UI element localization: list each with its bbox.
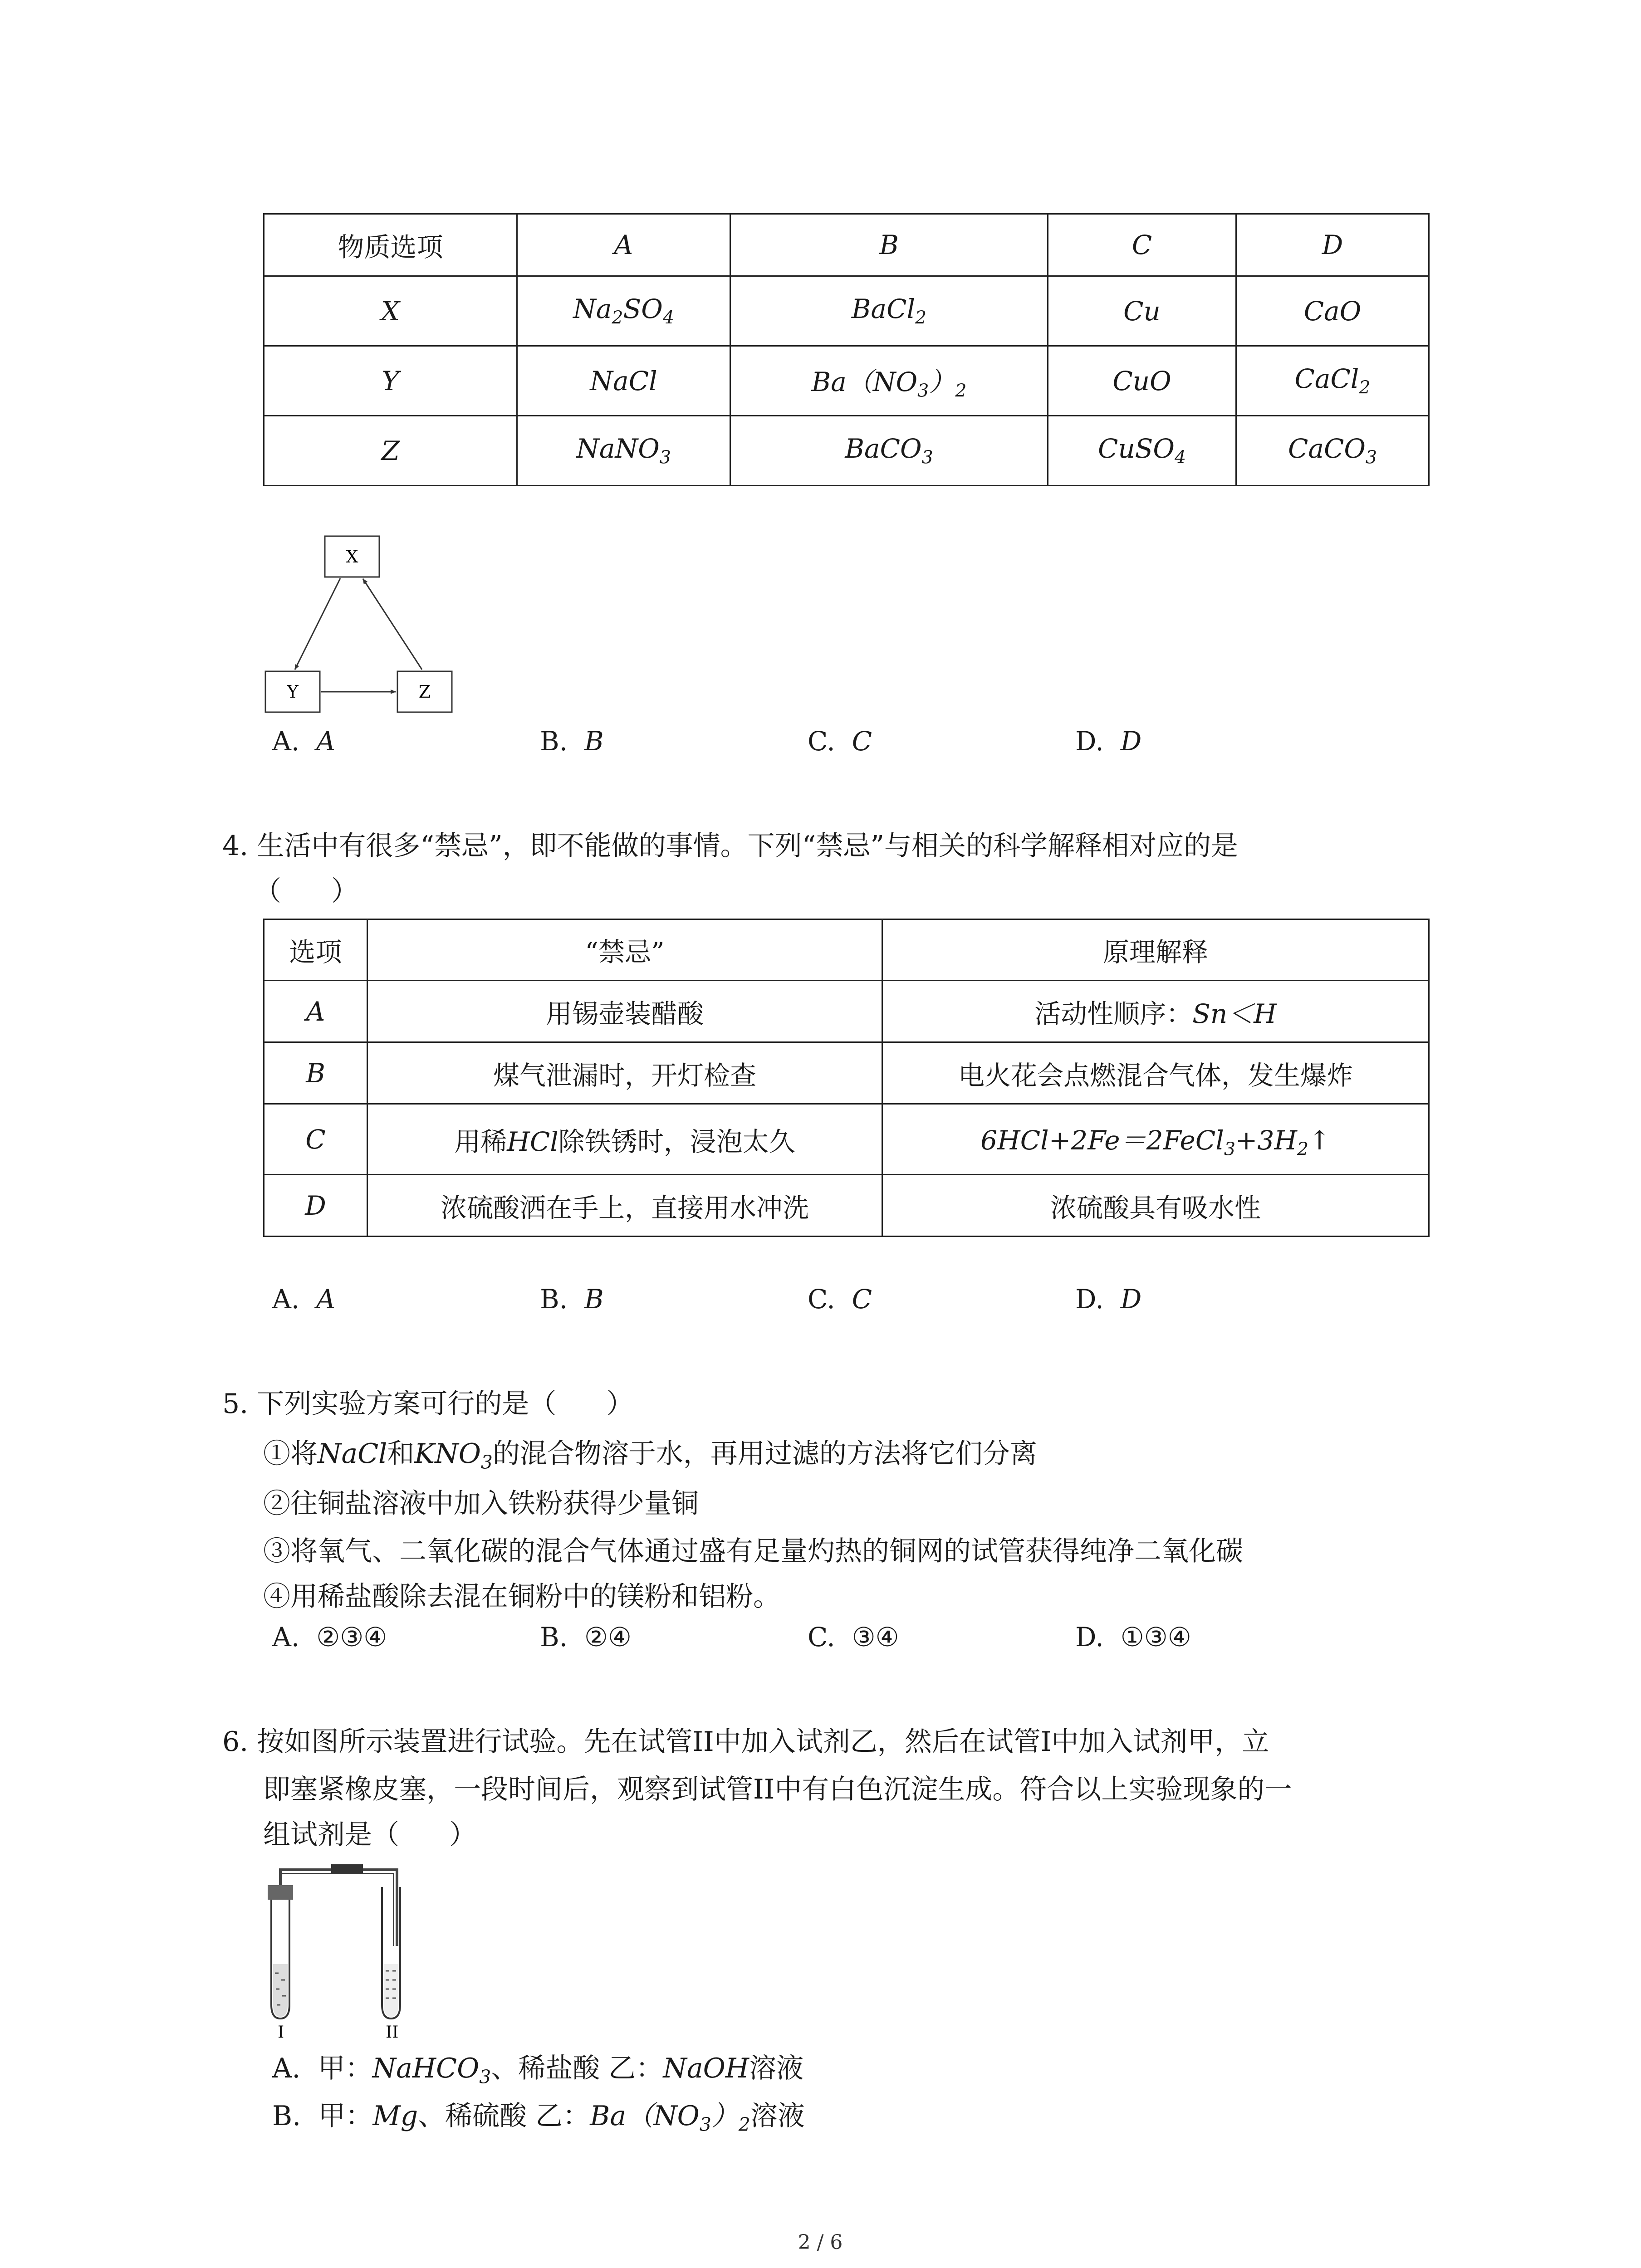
tube-label-1: I bbox=[278, 2023, 284, 2041]
q3-option-d[interactable]: D. D bbox=[1075, 726, 1142, 757]
table-row bbox=[264, 1175, 1429, 1237]
q4-taboo-cell: 煤气泄漏时，开灯检查 bbox=[367, 1042, 882, 1104]
rubber-stopper-1 bbox=[268, 1885, 293, 1900]
q4-row-label: C bbox=[264, 1104, 367, 1175]
q5-option-b[interactable]: B. ②④ bbox=[540, 1622, 632, 1652]
q3-cell: CuO bbox=[1048, 346, 1236, 416]
q4-table-header bbox=[264, 919, 1429, 981]
q4-reason-cell: 活动性顺序：Sn＜H bbox=[882, 981, 1429, 1042]
q6-stem-line-2: 即塞紧橡皮塞，一段时间后，观察到试管II中有白色沉淀生成。符合以上实验现象的一 bbox=[263, 1774, 1292, 1805]
arrow-x-to-y bbox=[295, 578, 340, 670]
q5-option-c[interactable]: C. ③④ bbox=[808, 1622, 899, 1652]
connecting-tube bbox=[280, 1870, 397, 1946]
tube-label-2: II bbox=[386, 2023, 399, 2041]
table-row bbox=[264, 416, 1429, 486]
q3-header-label: 物质选项 bbox=[264, 214, 517, 276]
q5-item-1: ①将NaCl和$KNO_3$的混合物溶于水，再用过滤的方法将它们分离 bbox=[263, 1438, 1037, 1474]
q3-cell: NaCl bbox=[517, 346, 730, 416]
q3-cell: $Na_2SO_4$ bbox=[517, 276, 730, 346]
q3-header-d: D bbox=[1236, 214, 1429, 276]
q6-stem-line-3: 组试剂是（ ） bbox=[263, 1819, 476, 1851]
page-number: 2 / 6 bbox=[798, 2231, 843, 2254]
node-y-label: Y bbox=[287, 682, 299, 702]
q5-item-4: ④用稀盐酸除去混在铜粉中的镁粉和铝粉。 bbox=[263, 1581, 780, 1613]
q3-xyz-diagram bbox=[254, 526, 472, 721]
q4-taboo-cell: 用稀HCl除铁锈时，浸泡太久 bbox=[367, 1104, 882, 1175]
q4-reason-cell: 浓硫酸具有吸水性 bbox=[882, 1175, 1429, 1237]
q5-option-a[interactable]: A. ②③④ bbox=[272, 1622, 387, 1652]
q4-row-label: D bbox=[264, 1175, 367, 1237]
solution-2 bbox=[384, 1964, 398, 2017]
q3-row-label: Y bbox=[264, 346, 517, 416]
q3-cell: BaCO$_3$ bbox=[730, 416, 1048, 486]
q3-table bbox=[263, 213, 1430, 486]
q3-cell: $Ba(NO_3)_2$ bbox=[730, 346, 1048, 416]
q6-test-tube-apparatus bbox=[254, 1860, 454, 2041]
q3-cell: CaCO$_3$ bbox=[1236, 416, 1429, 486]
q4-stem: 4. 生活中有很多“禁忌”，即不能做的事情。下列“禁忌”与相关的科学解释相对应的是 bbox=[222, 830, 1239, 862]
table-row bbox=[264, 346, 1429, 416]
q4-row-label: A bbox=[264, 981, 367, 1042]
q5-number: 5. bbox=[222, 1388, 249, 1420]
q3-table-header bbox=[264, 214, 1429, 276]
q3-option-a[interactable]: A. A bbox=[272, 726, 336, 757]
q4-row-label: B bbox=[264, 1042, 367, 1104]
q3-option-b[interactable]: B. B bbox=[540, 726, 604, 757]
q4-reason-cell: $6HCl+2Fe=2FeCl_3+3H_2↑$ bbox=[882, 1104, 1429, 1175]
q3-cell: Cu bbox=[1048, 276, 1236, 346]
q6-stem-line-1: 6. 按如图所示装置进行试验。先在试管II中加入试剂乙，然后在试管I中加入试剂甲，立 bbox=[222, 1726, 1269, 1758]
tube-clamp bbox=[331, 1864, 363, 1874]
q4-table bbox=[263, 919, 1430, 1237]
q3-cell: CaCl$_2$ bbox=[1236, 346, 1429, 416]
q4-taboo-cell: 用锡壶装醋酸 bbox=[367, 981, 882, 1042]
q4-taboo-cell: 浓硫酸洒在手上，直接用水冲洗 bbox=[367, 1175, 882, 1237]
table-row bbox=[264, 1042, 1429, 1104]
q4-header-option: 选项 bbox=[264, 919, 367, 981]
q3-cell: BaCl$_2$ bbox=[730, 276, 1048, 346]
q4-number: 4. bbox=[222, 830, 249, 862]
q5-stem: 5. 下列实验方案可行的是（ ） bbox=[222, 1388, 634, 1420]
q4-option-c[interactable]: C. C bbox=[808, 1284, 872, 1315]
q4-header-reason: 原理解释 bbox=[882, 919, 1429, 981]
node-x-label: X bbox=[346, 547, 358, 567]
table-row bbox=[264, 1104, 1429, 1175]
q6-option-b[interactable]: B. 甲：Mg、稀硫酸 乙：$Ba(NO_3)_2$溶液 bbox=[272, 2100, 805, 2136]
q3-row-label: Z bbox=[264, 416, 517, 486]
q3-row-label: X bbox=[264, 276, 517, 346]
q3-header-b: B bbox=[730, 214, 1048, 276]
q3-header-a: A bbox=[517, 214, 730, 276]
q3-cell: CuSO$_4$ bbox=[1048, 416, 1236, 486]
q4-reason-cell: 电火花会点燃混合气体，发生爆炸 bbox=[882, 1042, 1429, 1104]
q3-cell: CaO bbox=[1236, 276, 1429, 346]
table-row bbox=[264, 276, 1429, 346]
q3-header-c: C bbox=[1048, 214, 1236, 276]
q6-number: 6. bbox=[222, 1726, 249, 1758]
q5-item-3: ③将氧气、二氧化碳的混合气体通过盛有足量灼热的铜网的试管获得纯净二氧化碳 bbox=[263, 1535, 1243, 1567]
solution-1 bbox=[273, 1964, 288, 2017]
q4-option-d[interactable]: D. D bbox=[1075, 1284, 1142, 1315]
table-row bbox=[264, 981, 1429, 1042]
q6-option-a[interactable]: A. 甲：NaHCO$_3$、稀盐酸 乙：NaOH溶液 bbox=[272, 2053, 804, 2088]
q4-option-a[interactable]: A. A bbox=[272, 1284, 336, 1315]
q4-header-taboo: “禁忌” bbox=[367, 919, 882, 981]
q5-option-d[interactable]: D. ①③④ bbox=[1075, 1622, 1191, 1652]
q3-cell: NaNO$_3$ bbox=[517, 416, 730, 486]
node-z-label: Z bbox=[418, 682, 431, 702]
arrow-z-to-x bbox=[363, 579, 422, 670]
q4-answer-paren: （ ） bbox=[254, 875, 358, 907]
q4-option-b[interactable]: B. B bbox=[540, 1284, 604, 1315]
q5-item-2: ②往铜盐溶液中加入铁粉获得少量铜 bbox=[263, 1488, 699, 1520]
q3-option-c[interactable]: C. C bbox=[808, 726, 872, 757]
